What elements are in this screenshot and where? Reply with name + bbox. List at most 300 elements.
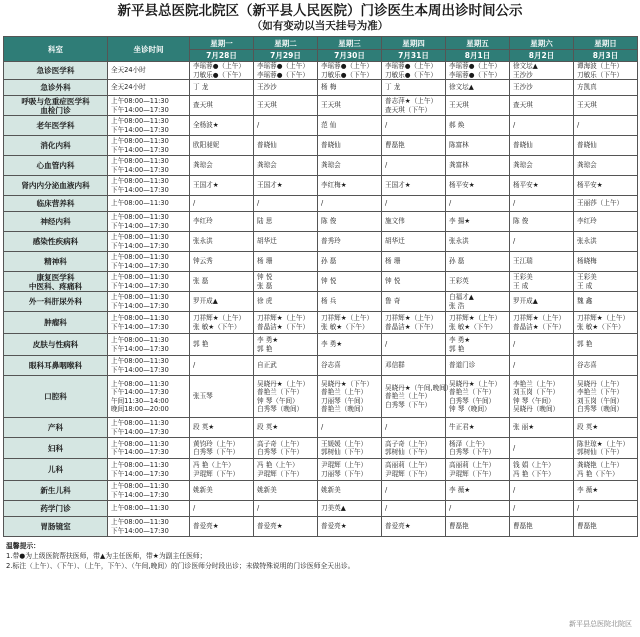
doctor-cell <box>382 356 446 376</box>
doctor-cell-line: 孙 磊 <box>449 257 465 266</box>
doctor-cell <box>254 334 318 356</box>
time-cell-line: 上午08:00—11:30 <box>111 213 169 221</box>
doctor-cell-line: 牛正君★ <box>449 423 475 432</box>
doctor-cell <box>254 80 318 96</box>
doctor-cell <box>574 176 638 196</box>
table-row <box>4 459 638 481</box>
dept-cell-line: 精神科 <box>44 257 67 266</box>
doctor-cell <box>382 96 446 116</box>
doctor-cell-line: 陈 俊 <box>513 217 529 226</box>
doctor-cell-line: / <box>193 361 196 370</box>
doctor-cell-line: 张 磊 <box>257 281 273 290</box>
doctor-cell <box>254 232 318 252</box>
doctor-cell <box>446 459 510 481</box>
doctor-cell-line: 姚新美 <box>257 486 277 495</box>
time-cell-line: 下午14:00—17:30 <box>111 469 169 478</box>
doctor-cell-line: 段 英★ <box>577 423 599 432</box>
doctor-cell-line: 陈世琼★（上午） <box>577 439 630 448</box>
doctor-cell-line: 徐 虎 <box>257 297 273 306</box>
doctor-cell <box>190 334 254 356</box>
doctor-cell-line: 钟 琴（晚间） <box>449 405 491 413</box>
doctor-cell <box>318 312 382 334</box>
doctor-cell-line: 高丽莉（上午） <box>449 461 496 469</box>
time-cell <box>108 116 190 136</box>
time-cell-line: 下午14:00—17:30 <box>111 365 169 374</box>
time-cell <box>108 376 190 418</box>
doctor-cell <box>254 459 318 481</box>
doctor-cell-line: 尹琨辉（下午） <box>193 469 240 478</box>
doctor-cell-line: 杨 珊 <box>257 257 273 266</box>
doctor-cell <box>446 80 510 96</box>
doctor-cell-line: 普艳兰（下午） <box>257 388 304 396</box>
dept-cell-line: 感染性疾病科 <box>32 237 79 246</box>
time-cell-line: 晚间18:00—20:00 <box>111 405 169 413</box>
time-cell <box>108 232 190 252</box>
doctor-cell <box>446 176 510 196</box>
doctor-cell <box>446 376 510 418</box>
doctor-cell-line: 郭 艳 <box>449 344 465 353</box>
doctor-cell-line: 王国才★ <box>385 181 411 190</box>
doctor-cell-line: 胡华迁 <box>385 237 405 246</box>
doctor-cell-line: 钱 娟（上午） <box>513 461 555 469</box>
time-cell-line: 上午08:00—11:30 <box>111 253 169 261</box>
doctor-cell-line: / <box>513 199 516 208</box>
doctor-cell <box>190 292 254 312</box>
doctor-cell-line: 刘玉岗（午间） <box>577 396 624 405</box>
doctor-cell-line: 王天琪 <box>257 101 277 110</box>
doctor-cell <box>574 136 638 156</box>
doctor-cell <box>190 501 254 517</box>
doctor-cell-line: 罗开成▲ <box>513 297 538 306</box>
time-cell-line: 下午14:00—17:30 <box>111 281 169 290</box>
time-cell-line: 上午08:00—11:30 <box>111 419 169 427</box>
doctor-cell <box>190 96 254 116</box>
doctor-cell-line: / <box>513 504 516 513</box>
doctor-cell-line: 李 勇★ <box>321 340 343 349</box>
time-cell <box>108 517 190 537</box>
doctor-cell-line: 钟 悦 <box>385 277 401 286</box>
doctor-cell-line: 杨 梅 <box>321 83 337 92</box>
doctor-cell-line: 张 敏★（下午） <box>577 322 625 331</box>
doctor-cell <box>574 459 638 481</box>
doctor-cell <box>254 292 318 312</box>
doctor-cell <box>318 356 382 376</box>
doctor-cell-line: / <box>257 199 260 208</box>
doctor-cell-line: 李 薇★ <box>449 486 471 495</box>
doctor-cell <box>382 196 446 212</box>
header-day: 星期五 <box>446 37 510 50</box>
time-cell-line: 午间11:30—14:00 <box>111 396 169 405</box>
time-cell <box>108 459 190 481</box>
doctor-cell-line: 陈 俊 <box>321 217 337 226</box>
doctor-cell <box>190 196 254 212</box>
doctor-cell-line: 王天琪 <box>449 101 469 110</box>
table-row <box>4 481 638 501</box>
notes-title: 温馨提示： <box>6 542 40 550</box>
doctor-cell <box>318 116 382 136</box>
doctor-cell-line: 谷志喜 <box>577 361 597 370</box>
time-cell-line: 上午08:00—11:30 <box>111 293 169 301</box>
doctor-cell-line: 吴晓丹★（下午） <box>321 379 374 388</box>
doctor-cell-line: 尹琨辉（下午） <box>257 469 304 478</box>
time-cell-line: 上午08:00—11:30 <box>111 273 169 281</box>
time-cell-line: 下午14:00—17:30 <box>111 301 169 310</box>
doctor-cell <box>574 376 638 418</box>
doctor-cell-line: 李艳兰（下午） <box>577 388 624 396</box>
doctor-cell-line: 王天琪 <box>577 101 597 110</box>
doctor-cell-line: 李 薇★ <box>577 486 599 495</box>
doctor-cell <box>446 62 510 80</box>
table-row <box>4 312 638 334</box>
time-cell-line: 上午08:00—11:30 <box>111 97 169 105</box>
doctor-cell <box>318 272 382 292</box>
doctor-cell <box>446 481 510 501</box>
doctor-cell <box>190 116 254 136</box>
doctor-cell <box>318 136 382 156</box>
time-cell-line: 上午08:00—11:30 <box>111 137 169 145</box>
doctor-cell <box>574 252 638 272</box>
doctor-cell <box>190 212 254 232</box>
doctor-cell <box>510 481 574 501</box>
doctor-cell-line: 孙 磊 <box>321 257 337 266</box>
doctor-cell-line: 李瑶蓉●（下午） <box>257 70 309 79</box>
doctor-cell <box>254 116 318 136</box>
doctor-cell-line: 吴晓丹★（上午） <box>449 379 502 388</box>
doctor-cell-line: 刀祥辉★（上午） <box>193 314 246 322</box>
doctor-cell-line: 王国才★ <box>257 181 283 190</box>
doctor-cell <box>446 356 510 376</box>
doctor-cell <box>382 136 446 156</box>
doctor-cell <box>510 292 574 312</box>
doctor-cell <box>446 312 510 334</box>
dept-cell <box>4 196 108 212</box>
dept-cell <box>4 356 108 376</box>
table-header <box>4 37 638 62</box>
header-date: 7月29日 <box>254 50 318 62</box>
time-cell-line: 下午14:00—17:30 <box>111 261 169 270</box>
doctor-cell-line: 徐文坛▲ <box>513 62 538 70</box>
dept-cell <box>4 334 108 356</box>
doctor-cell <box>510 376 574 418</box>
dept-cell-line: 眼科耳鼻咽喉科 <box>28 361 83 370</box>
doctor-cell <box>382 232 446 252</box>
time-cell-line: 上午08:00—11:30 <box>111 199 169 208</box>
doctor-cell <box>254 418 318 438</box>
doctor-cell-line: 吴晓丹★（午间,晚间） <box>385 383 453 392</box>
doctor-cell-line: 郭 艳 <box>193 340 209 349</box>
doctor-cell <box>318 376 382 418</box>
time-cell <box>108 334 190 356</box>
doctor-cell <box>254 96 318 116</box>
table-row <box>4 418 638 438</box>
doctor-cell-line: 普晓仙 <box>321 141 341 150</box>
doctor-cell-line: 张永洪 <box>577 237 597 246</box>
doctor-cell-line: 白秀琴（下午） <box>193 448 240 456</box>
doctor-cell <box>190 272 254 292</box>
doctor-cell-line: 李瑶蓉●（上午） <box>257 62 309 70</box>
doctor-cell-line: 白秀琴（下午） <box>257 448 304 456</box>
doctor-cell <box>254 176 318 196</box>
time-cell <box>108 418 190 438</box>
time-cell-line: 全天24小时 <box>111 83 146 92</box>
dept-cell <box>4 156 108 176</box>
doctor-cell <box>318 196 382 212</box>
doctor-cell <box>190 356 254 376</box>
doctor-cell-line: 高子奇（上午） <box>257 439 304 448</box>
dept-cell <box>4 292 108 312</box>
doctor-cell-line: 全杨波★ <box>193 121 219 130</box>
doctor-cell-line: 尹琨辉（下午） <box>449 469 496 478</box>
header-date: 7月31日 <box>382 50 446 62</box>
doctor-cell <box>382 80 446 96</box>
doctor-cell-line: 普道门诊 <box>449 361 476 370</box>
header-date: 7月30日 <box>318 50 382 62</box>
doctor-cell-line: 刀祥辉★（上午） <box>449 314 502 322</box>
doctor-cell <box>446 438 510 459</box>
doctor-cell <box>254 62 318 80</box>
doctor-cell-line: 欧阳昶妮 <box>193 141 220 150</box>
doctor-cell <box>574 196 638 212</box>
doctor-cell-line: 普晓仙 <box>513 141 533 150</box>
dept-cell-line: 消化内科 <box>40 141 71 150</box>
doctor-cell-line: / <box>513 443 516 452</box>
doctor-cell-line: / <box>193 199 196 208</box>
doctor-cell <box>382 292 446 312</box>
header-day: 星期二 <box>254 37 318 50</box>
time-cell-line: 上午08:00—11:30 <box>111 157 169 165</box>
doctor-cell <box>382 481 446 501</box>
doctor-cell <box>254 156 318 176</box>
doctor-cell <box>382 212 446 232</box>
doctor-cell-line: 王天琪 <box>321 101 341 110</box>
doctor-cell <box>510 312 574 334</box>
doctor-cell <box>190 376 254 418</box>
dept-cell-line: 呼吸与危重症医学科 <box>21 96 90 106</box>
doctor-cell-line: 白秀琴（下午） <box>385 400 432 409</box>
doctor-cell-line: 段 英★ <box>257 423 279 432</box>
doctor-cell <box>510 356 574 376</box>
time-cell-line: 上午08:00—11:30 <box>111 518 169 526</box>
dept-cell <box>4 116 108 136</box>
doctor-cell-line: 李 揚★ <box>449 217 471 226</box>
doctor-cell <box>446 196 510 212</box>
doctor-cell-line: 刀敏乐●（下午） <box>385 70 437 79</box>
doctor-cell-line: 丁 龙 <box>193 83 209 92</box>
doctor-cell <box>574 356 638 376</box>
doctor-cell-line: 冯 艳（下午） <box>577 469 619 478</box>
dept-cell <box>4 376 108 418</box>
doctor-cell <box>254 136 318 156</box>
header-time: 坐诊时间 <box>108 37 190 62</box>
dept-cell <box>4 459 108 481</box>
table-row <box>4 196 638 212</box>
table-row <box>4 62 638 80</box>
doctor-cell <box>574 312 638 334</box>
doctor-cell-line: 刀祥辉★（上午） <box>577 314 630 322</box>
time-cell-line: 上午08:00—11:30 <box>111 314 169 322</box>
doctor-cell <box>254 272 318 292</box>
notes-line: 1.带●为上级医院帮扶医师，带▲为主任医师，带★为副主任医师； <box>6 552 207 560</box>
doctor-cell <box>382 252 446 272</box>
doctor-cell <box>318 334 382 356</box>
doctor-cell-line: 龚琼会 <box>513 161 533 170</box>
dept-cell <box>4 312 108 334</box>
doctor-cell <box>190 232 254 252</box>
doctor-cell <box>254 312 318 334</box>
doctor-cell-line: 龚琼会 <box>321 161 341 170</box>
doctor-cell <box>318 517 382 537</box>
doctor-cell-line: / <box>193 504 196 513</box>
doctor-cell <box>318 156 382 176</box>
time-cell <box>108 156 190 176</box>
doctor-cell-line: 普晶洁★（下午） <box>385 322 438 331</box>
doctor-cell <box>574 232 638 252</box>
doctor-cell-line: 张 敏★（下午） <box>193 322 241 331</box>
header-date: 8月3日 <box>574 50 638 62</box>
doctor-cell <box>446 272 510 292</box>
doctor-cell-line: 杨平安★ <box>513 181 539 190</box>
dept-cell-line: 皮肤与性病科 <box>32 340 79 349</box>
doctor-cell-line: 普晓仙 <box>577 141 597 150</box>
time-cell <box>108 252 190 272</box>
doctor-cell-line: 张 丽★ <box>513 423 535 432</box>
doctor-cell-line: / <box>449 504 452 513</box>
time-cell-line: 下午14:00—17:30 <box>111 388 169 396</box>
doctor-cell-line: / <box>385 121 388 130</box>
doctor-cell <box>510 418 574 438</box>
time-cell-line: 下午14:00—17:30 <box>111 344 169 353</box>
doctor-cell-line: / <box>321 423 324 432</box>
dept-cell-line: 肾内内分泌血液内科 <box>21 181 90 190</box>
time-cell-line: 下午14:00—17:30 <box>111 165 169 174</box>
time-cell <box>108 481 190 501</box>
time-cell-line: 下午14:00—17:30 <box>111 427 169 436</box>
doctor-cell-line: 鲁 奇 <box>385 297 401 306</box>
doctor-cell-line: 普爱亮★ <box>193 522 219 531</box>
doctor-cell <box>446 252 510 272</box>
doctor-cell-line: 方凯真 <box>577 83 597 92</box>
table-row <box>4 517 638 537</box>
doctor-cell-line: 王彩美 <box>577 273 597 281</box>
header-day: 星期三 <box>318 37 382 50</box>
notes <box>0 537 640 571</box>
header-day: 星期一 <box>190 37 254 50</box>
table-row <box>4 272 638 292</box>
doctor-cell-line: 白福才▲ <box>449 293 474 301</box>
doctor-cell <box>190 176 254 196</box>
dept-cell <box>4 136 108 156</box>
doctor-cell-line: 普晶洁★（下午） <box>257 322 310 331</box>
dept-cell <box>4 438 108 459</box>
doctor-cell-line: 曹磊艳 <box>577 522 597 531</box>
dept-cell-line: 药学门诊 <box>40 504 71 513</box>
doctor-cell-line: / <box>513 361 516 370</box>
time-cell-line: 下午14:00—17:30 <box>111 145 169 154</box>
doctor-cell-line: 钟 悦 <box>321 277 337 286</box>
doctor-cell <box>382 438 446 459</box>
dept-cell <box>4 517 108 537</box>
doctor-cell <box>510 96 574 116</box>
time-cell <box>108 176 190 196</box>
header-day: 星期四 <box>382 37 446 50</box>
doctor-cell-line: / <box>385 161 388 170</box>
time-cell-line: 上午08:00—11:30 <box>111 357 169 365</box>
doctor-cell-line: / <box>385 340 388 349</box>
doctor-cell-line: 魏 鑫 <box>577 297 593 306</box>
doctor-cell <box>574 116 638 136</box>
doctor-cell-line: 刀美英▲ <box>321 504 346 513</box>
doctor-cell <box>254 252 318 272</box>
dept-cell <box>4 232 108 252</box>
doctor-cell <box>190 481 254 501</box>
time-cell-line: 下午14:00—17:30 <box>111 105 169 114</box>
header-day: 星期六 <box>510 37 574 50</box>
table-row <box>4 438 638 459</box>
doctor-cell-line: 王丽莎（上午） <box>577 199 624 208</box>
doctor-cell-line: / <box>513 237 516 246</box>
doctor-cell <box>510 212 574 232</box>
doctor-cell-line: 冯 艳（上午） <box>257 461 299 469</box>
doctor-cell <box>318 62 382 80</box>
doctor-cell-line: 龚琼会 <box>193 161 213 170</box>
doctor-cell-line: 刀敏乐（下午） <box>577 70 624 79</box>
doctor-cell <box>510 438 574 459</box>
doctor-cell <box>318 459 382 481</box>
time-cell-line: 上午08:00—11:30 <box>111 233 169 241</box>
dept-cell <box>4 176 108 196</box>
time-cell-line: 上午08:00—11:30 <box>111 336 169 344</box>
time-cell <box>108 438 190 459</box>
doctor-cell-line: / <box>385 486 388 495</box>
doctor-cell-line: 白秀琴（晚间） <box>257 405 304 413</box>
doctor-cell <box>446 136 510 156</box>
dept-cell <box>4 252 108 272</box>
doctor-cell-line: 李红玲 <box>577 217 597 226</box>
time-cell-line: 下午14:00—17:30 <box>111 448 169 456</box>
page-subtitle: （如有变动以当天挂号为准） <box>251 20 389 32</box>
doctor-cell <box>574 80 638 96</box>
doctor-cell <box>318 96 382 116</box>
doctor-cell-line: 张 敏★（下午） <box>449 322 497 331</box>
time-cell <box>108 62 190 80</box>
doctor-cell-line: 龚富林 <box>449 161 469 170</box>
doctor-cell <box>446 212 510 232</box>
notes-line: 2.标注（上午）、（下午）、（上午，下午）、（午间,晚间）的门诊医师分时段出诊；未做特殊说明的门诊医师全天出诊。 <box>6 562 355 570</box>
doctor-cell-line: 龚琼会 <box>577 161 597 170</box>
doctor-cell-line: 施文伟 <box>385 217 405 226</box>
dept-cell-line: 妇科 <box>47 443 64 453</box>
doctor-cell <box>574 501 638 517</box>
time-cell-line: 上午08:00—11:30 <box>111 439 169 448</box>
doctor-cell-line: 钟 悦 <box>257 273 273 281</box>
table-row <box>4 376 638 418</box>
doctor-cell-line: / <box>385 423 388 432</box>
doctor-cell <box>574 481 638 501</box>
doctor-cell <box>254 481 318 501</box>
doctor-cell-line: 王 成 <box>513 281 529 290</box>
doctor-cell-line: 普晓仙 <box>257 141 277 150</box>
doctor-cell <box>510 176 574 196</box>
doctor-cell <box>254 517 318 537</box>
time-cell-line: 上午08:00—11:30 <box>111 177 169 185</box>
doctor-cell-line: 刀祥辉★（上午） <box>385 314 438 322</box>
header-day: 星期日 <box>574 37 638 50</box>
doctor-cell <box>382 376 453 418</box>
doctor-cell-line: 陆 思 <box>257 217 273 226</box>
doctor-cell-line: 尹琨辉（上午） <box>321 461 368 469</box>
watermark: 新平县总医院北院区 <box>569 620 632 628</box>
doctor-cell-line: 刘玉岗（下午） <box>513 388 560 396</box>
